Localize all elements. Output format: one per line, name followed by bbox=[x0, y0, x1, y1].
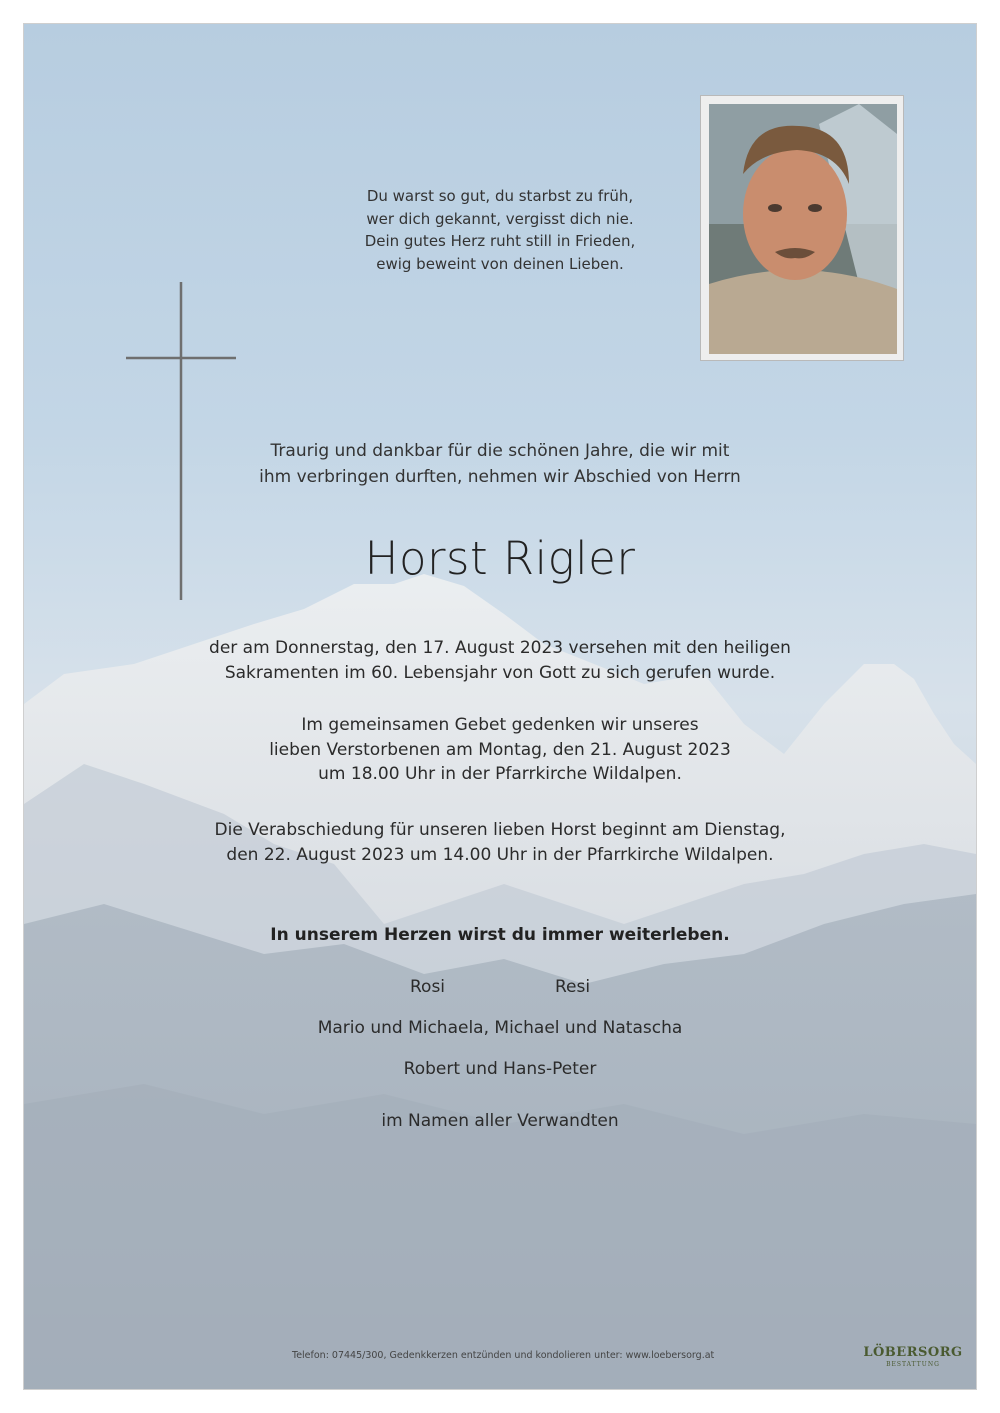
prayer-notice bbox=[0, 713, 1000, 787]
verse-line: Dein gutes Herz ruht still in Frieden, bbox=[364, 232, 636, 250]
logo-name: LÖBERSORG bbox=[863, 1345, 963, 1360]
notice-line: Die Verabschiedung für unseren lieben Horst beginnt am Dienstag, bbox=[214, 820, 786, 840]
deceased-name: Horst Rigler bbox=[364, 532, 636, 585]
verse-line: ewig beweint von deinen Lieben. bbox=[376, 254, 624, 273]
footer-contact: Telefon: 07445/300, Gedenkkerzen entzünden und kondolieren unter: www.loebersorg.at bbox=[292, 1350, 715, 1361]
notice-line: der am Donnerstag, den 17. August 2023 versehen mit den heiligen bbox=[209, 638, 791, 658]
notice-line: lieben Verstorbenen am Montag, den 21. August 2023 bbox=[269, 739, 731, 760]
death-notice bbox=[0, 636, 1000, 685]
notice-line: um 18.00 Uhr in der Pfarrkirche Wildalpen. bbox=[318, 764, 682, 784]
mourner-name: Rosi bbox=[410, 977, 446, 997]
intro-text bbox=[0, 438, 1000, 490]
motto: In unserem Herzen wirst du immer weiterleben. bbox=[270, 925, 730, 945]
intro-line: ihm verbringen durften, nehmen wir Abschied von Herrn bbox=[259, 467, 741, 487]
mourner-name: Resi bbox=[555, 977, 591, 997]
mourner-line: Mario und Michaela, Michael und Natascha bbox=[317, 1018, 683, 1038]
intro-line: Traurig und dankbar für die schönen Jahre, die wir mit bbox=[270, 441, 730, 461]
farewell-notice bbox=[0, 818, 1000, 867]
logo-subtitle: BESTATTUNG bbox=[886, 1361, 940, 1368]
notice-line: den 22. August 2023 um 14.00 Uhr in der Pfarrkirche Wildalpen. bbox=[226, 844, 774, 865]
relatives-closing: im Namen aller Verwandten bbox=[381, 1111, 619, 1131]
mourner-line: Robert und Hans-Peter bbox=[403, 1059, 597, 1079]
verse-line: Du warst so gut, du starbst zu früh, bbox=[366, 187, 634, 205]
funeral-home-logo bbox=[858, 1345, 968, 1368]
notice-line: Sakramenten im 60. Lebensjahr von Gott zu sich gerufen wurde. bbox=[224, 662, 776, 683]
notice-line: Im gemeinsamen Gebet gedenken wir unseres bbox=[301, 715, 699, 735]
memorial-verse bbox=[0, 185, 1000, 275]
verse-line: wer dich gekannt, vergisst dich nie. bbox=[366, 209, 634, 228]
